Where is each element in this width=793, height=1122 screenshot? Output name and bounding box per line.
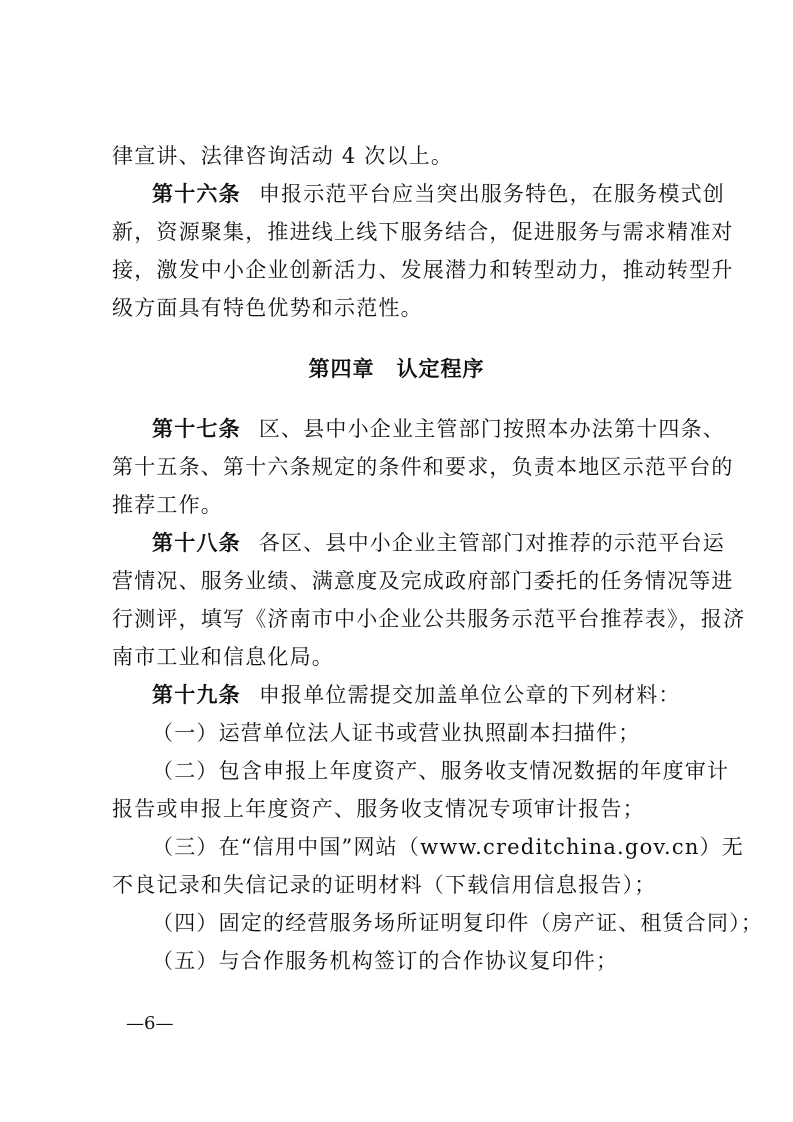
paragraph-line: 新，资源聚集，推进线上线下服务结合，促进服务与需求精准对 [112, 220, 734, 244]
paragraph-line: 级方面具有特色优势和示范性。 [112, 296, 423, 320]
paragraph-line: 申报单位需提交加盖单位公章的下列材料： [258, 683, 681, 707]
article-17-label: 第十七条 [152, 417, 241, 441]
paragraph-line: 接，激发中小企业创新活力、发展潜力和转型动力，推动转型升 [112, 258, 734, 282]
paragraph-line: 营情况、服务业绩、满意度及完成政府部门委托的任务情况等进 [112, 569, 734, 593]
article-17-line [152, 416, 726, 442]
article-18-line [152, 530, 726, 556]
article-18-label: 第十八条 [152, 531, 241, 555]
paragraph-line: 申报示范平台应当突出服务特色，在服务模式创 [258, 182, 726, 206]
paragraph-line: 南市工业和信息化局。 [112, 645, 334, 669]
list-item-3: （三）在“信用中国”网站（www.creditchina.gov.cn）无 [152, 835, 744, 859]
paragraph-line: 第十五条、第十六条规定的条件和要求，负责本地区示范平台的 [112, 455, 734, 479]
paragraph-line: 律宣讲、法律咨询活动 4 次以上。 [112, 144, 454, 168]
paragraph-line: 不良记录和失信记录的证明材料（下载信用信息报告）； [112, 873, 657, 897]
article-19-label: 第十九条 [152, 683, 241, 707]
chapter-title: 第四章 认定程序 [308, 357, 485, 381]
article-16-line [152, 181, 726, 207]
list-item-5: （五）与合作服务机构签订的合作协议复印件； [152, 949, 619, 973]
article-19-line [152, 682, 697, 708]
paragraph-line: 各区、县中小企业主管部门对推荐的示范平台运 [258, 531, 726, 555]
list-item-2: （二）包含申报上年度资产、服务收支情况数据的年度审计 [152, 759, 730, 783]
page-number: —6— [126, 1013, 174, 1034]
paragraph-line: 区、县中小企业主管部门按照本办法第十四条、 [258, 417, 726, 441]
paragraph-line: 推荐工作。 [112, 493, 223, 517]
list-item-1: （一）运营单位法人证书或营业执照副本扫描件； [152, 721, 641, 745]
paragraph-line: 行测评，填写《济南市中小企业公共服务示范平台推荐表》，报济 [112, 607, 746, 631]
list-item-4: （四）固定的经营服务场所证明复印件（房产证、租赁合同）； [152, 911, 764, 935]
paragraph-line: 报告或申报上年度资产、服务收支情况专项审计报告； [112, 797, 645, 821]
article-16-label: 第十六条 [152, 182, 241, 206]
